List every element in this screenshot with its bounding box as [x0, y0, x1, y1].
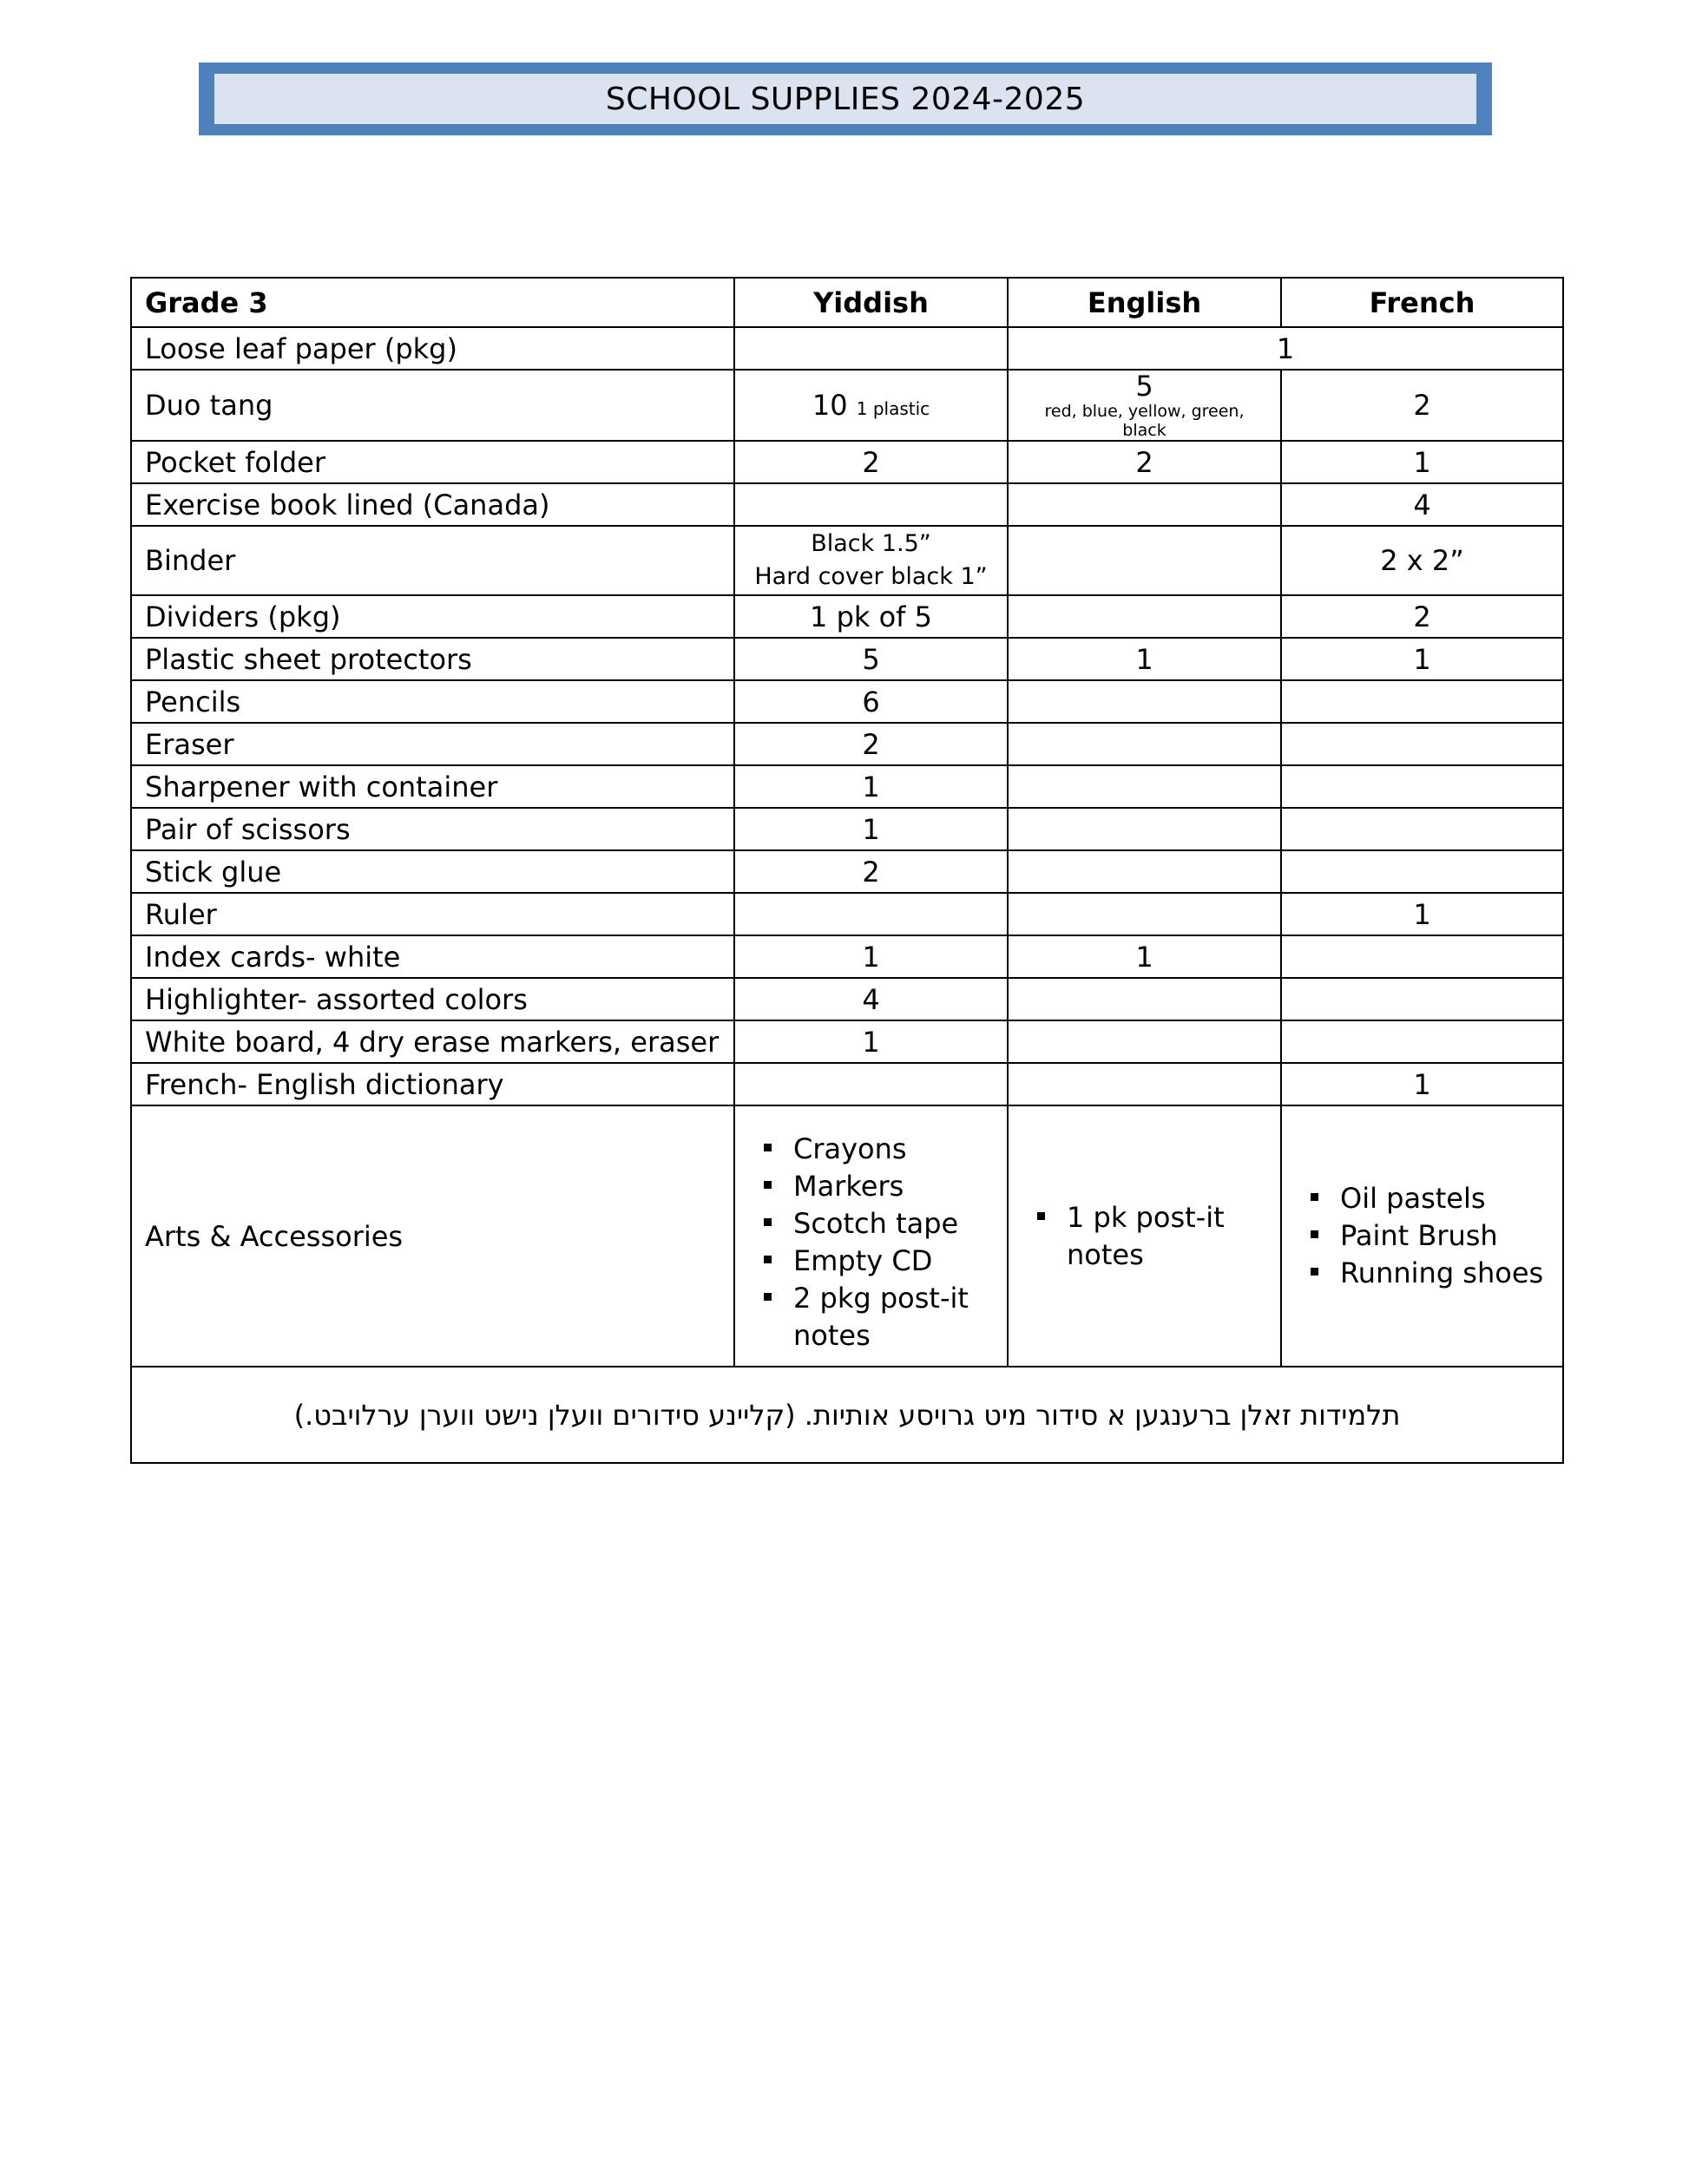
- header-grade: Grade 3: [131, 278, 734, 327]
- french-qty: [1281, 935, 1563, 978]
- english-french-qty: 1: [1008, 327, 1563, 370]
- english-qty-number: 5: [1135, 370, 1153, 403]
- yiddish-qty: 2: [734, 723, 1008, 765]
- page-title: SCHOOL SUPPLIES 2024-2025: [214, 74, 1476, 124]
- header-english: English: [1008, 278, 1281, 327]
- english-qty: [1008, 850, 1281, 893]
- yiddish-qty: 6: [734, 680, 1008, 723]
- english-arts-list: [1008, 1105, 1281, 1367]
- item-name: Ruler: [131, 893, 734, 935]
- english-qty: 2: [1008, 441, 1281, 483]
- table-row: [131, 1063, 1563, 1105]
- french-qty: 1: [1281, 893, 1563, 935]
- list-item: Crayons: [764, 1131, 994, 1168]
- yiddish-qty: [734, 370, 1008, 441]
- yiddish-qty-number: 10: [812, 389, 848, 422]
- item-name: Pair of scissors: [131, 808, 734, 850]
- english-qty: [1008, 893, 1281, 935]
- french-qty: 1: [1281, 441, 1563, 483]
- english-qty: 1: [1008, 638, 1281, 680]
- french-qty: [1281, 808, 1563, 850]
- item-name: Exercise book lined (Canada): [131, 483, 734, 526]
- siddur-note: תלמידות זאלן ברענגען א סידור מיט גרויסע אותיות. (קליינע סידורים וועלן נישט ווערן ערלויבט.): [131, 1367, 1563, 1463]
- list-item: 1 pk post-it notes: [1037, 1199, 1267, 1274]
- french-arts-list: [1281, 1105, 1563, 1367]
- header-french: French: [1281, 278, 1563, 327]
- english-qty: [1008, 370, 1281, 441]
- table-row: [131, 935, 1563, 978]
- french-qty: 2 x 2”: [1281, 526, 1563, 595]
- table-row: [131, 441, 1563, 483]
- english-qty: [1008, 526, 1281, 595]
- yiddish-qty: 1 pk of 5: [734, 595, 1008, 638]
- yiddish-qty-line: Hard cover black 1”: [754, 563, 988, 590]
- french-qty: 1: [1281, 638, 1563, 680]
- list-item: Scotch tape: [764, 1205, 994, 1243]
- table-row: [131, 808, 1563, 850]
- yiddish-qty: [734, 483, 1008, 526]
- yiddish-qty: 1: [734, 1020, 1008, 1063]
- yiddish-qty: [734, 526, 1008, 595]
- french-qty: [1281, 978, 1563, 1020]
- yiddish-qty: 2: [734, 850, 1008, 893]
- list-item: Oil pastels: [1311, 1180, 1549, 1217]
- table-row: [131, 1020, 1563, 1063]
- title-banner: [199, 62, 1492, 135]
- item-name: Pencils: [131, 680, 734, 723]
- item-name: Highlighter- assorted colors: [131, 978, 734, 1020]
- french-qty: [1281, 850, 1563, 893]
- table-row: [131, 680, 1563, 723]
- table-row: [131, 483, 1563, 526]
- item-name: White board, 4 dry erase markers, eraser: [131, 1020, 734, 1063]
- item-name: Index cards- white: [131, 935, 734, 978]
- item-name: Arts & Accessories: [131, 1105, 734, 1367]
- header-yiddish: Yiddish: [734, 278, 1008, 327]
- item-name: Dividers (pkg): [131, 595, 734, 638]
- item-name: French- English dictionary: [131, 1063, 734, 1105]
- yiddish-arts-list: [734, 1105, 1008, 1367]
- item-name: Duo tang: [131, 370, 734, 441]
- yiddish-qty: 2: [734, 441, 1008, 483]
- table-row: [131, 327, 1563, 370]
- english-qty: [1008, 723, 1281, 765]
- french-qty: [1281, 765, 1563, 808]
- yiddish-qty: 1: [734, 935, 1008, 978]
- english-qty: [1008, 483, 1281, 526]
- yiddish-qty: 4: [734, 978, 1008, 1020]
- table-row: [131, 978, 1563, 1020]
- french-qty: 1: [1281, 1063, 1563, 1105]
- french-qty: [1281, 1020, 1563, 1063]
- item-name: Eraser: [131, 723, 734, 765]
- french-qty: 4: [1281, 483, 1563, 526]
- table-row: [131, 370, 1563, 441]
- header-row: [131, 278, 1563, 327]
- item-name: Pocket folder: [131, 441, 734, 483]
- item-name: Binder: [131, 526, 734, 595]
- french-qty: [1281, 723, 1563, 765]
- list-item: Running shoes: [1311, 1255, 1549, 1292]
- english-qty: [1008, 1020, 1281, 1063]
- list-item: Empty CD: [764, 1243, 994, 1280]
- yiddish-qty-note: 1 plastic: [856, 398, 930, 419]
- yiddish-qty: 1: [734, 808, 1008, 850]
- arts-row: [131, 1105, 1563, 1367]
- english-qty: 1: [1008, 935, 1281, 978]
- english-qty-note: red, blue, yellow, green, black: [1044, 402, 1245, 440]
- yiddish-qty: 1: [734, 765, 1008, 808]
- yiddish-qty: 5: [734, 638, 1008, 680]
- french-qty: 2: [1281, 370, 1563, 441]
- table-row: [131, 638, 1563, 680]
- table-row: [131, 765, 1563, 808]
- table-row: [131, 850, 1563, 893]
- yiddish-qty-line: Black 1.5”: [811, 530, 931, 557]
- item-name: Plastic sheet protectors: [131, 638, 734, 680]
- table-row: [131, 526, 1563, 595]
- item-name: Stick glue: [131, 850, 734, 893]
- list-item: Paint Brush: [1311, 1217, 1549, 1255]
- english-qty: [1008, 680, 1281, 723]
- french-qty: 2: [1281, 595, 1563, 638]
- list-item: 2 pkg post-it notes: [764, 1280, 994, 1354]
- list-item: Markers: [764, 1168, 994, 1205]
- english-qty: [1008, 978, 1281, 1020]
- french-qty: [1281, 680, 1563, 723]
- yiddish-qty: [734, 893, 1008, 935]
- table-row: [131, 723, 1563, 765]
- english-qty: [1008, 808, 1281, 850]
- note-row: [131, 1367, 1563, 1463]
- english-qty: [1008, 595, 1281, 638]
- english-qty: [1008, 1063, 1281, 1105]
- english-qty: [1008, 765, 1281, 808]
- item-name: Sharpener with container: [131, 765, 734, 808]
- yiddish-qty: [734, 327, 1008, 370]
- table-row: [131, 595, 1563, 638]
- supplies-table: [130, 277, 1564, 1464]
- yiddish-qty: [734, 1063, 1008, 1105]
- item-name: Loose leaf paper (pkg): [131, 327, 734, 370]
- table-row: [131, 893, 1563, 935]
